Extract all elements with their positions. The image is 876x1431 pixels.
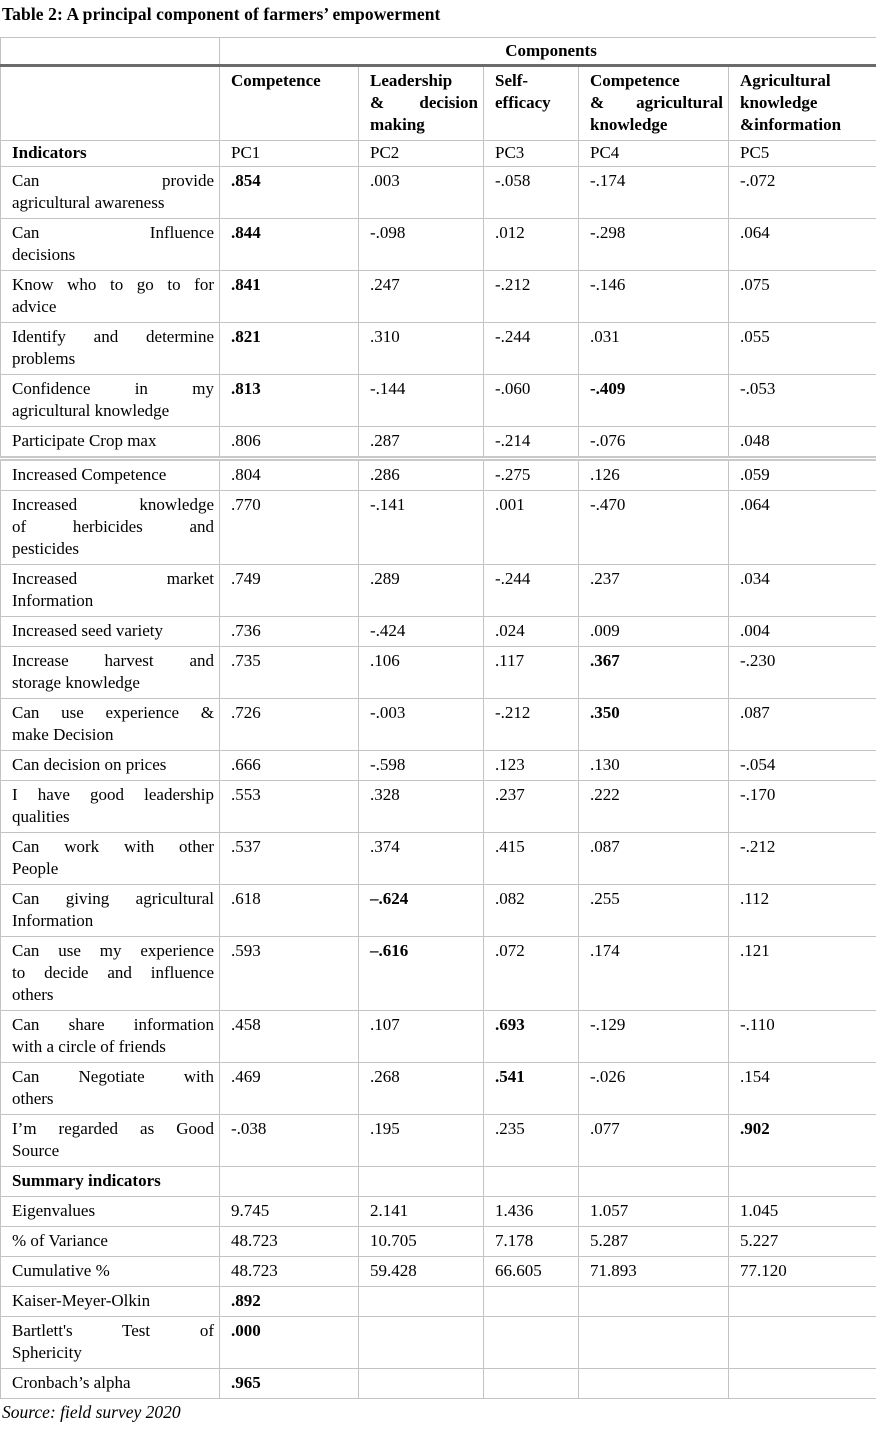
loading-value: .841 — [220, 271, 359, 323]
loading-value: .328 — [359, 781, 484, 833]
loading-value: .174 — [579, 937, 729, 1011]
loading-value — [220, 1167, 359, 1197]
table-row — [1, 219, 876, 271]
loading-value: .130 — [579, 751, 729, 781]
table-row — [1, 1115, 876, 1167]
loading-value: -.054 — [729, 751, 876, 781]
loading-value: .082 — [484, 885, 579, 937]
loading-value: -.174 — [579, 167, 729, 219]
loading-value: .087 — [729, 699, 876, 751]
loading-value: -.003 — [359, 699, 484, 751]
loading-value: .012 — [484, 219, 579, 271]
pc-label: PC1 — [220, 141, 359, 167]
loading-value — [579, 1167, 729, 1197]
loading-value: .055 — [729, 323, 876, 375]
indicator-label: Increased seed variety — [1, 617, 220, 647]
table-row — [1, 271, 876, 323]
loading-value — [729, 1167, 876, 1197]
column-header: Competence — [220, 66, 359, 141]
loading-value: .107 — [359, 1011, 484, 1063]
table-row — [1, 375, 876, 427]
loading-value: .287 — [359, 427, 484, 459]
loading-value: .892 — [220, 1287, 359, 1317]
loading-value: .469 — [220, 1063, 359, 1115]
loading-value: .126 — [579, 459, 729, 491]
loading-value: .593 — [220, 937, 359, 1011]
loading-value — [579, 1287, 729, 1317]
loading-value: .310 — [359, 323, 484, 375]
loading-value: -.244 — [484, 323, 579, 375]
loading-value: .749 — [220, 565, 359, 617]
indicator-label: Confidence in my agricultural knowledge — [1, 375, 220, 427]
loading-value: .804 — [220, 459, 359, 491]
loading-value — [729, 1317, 876, 1369]
loading-value: 1.436 — [484, 1197, 579, 1227]
loading-value: –.616 — [359, 937, 484, 1011]
components-row — [1, 38, 876, 66]
loading-value: -.598 — [359, 751, 484, 781]
loading-value — [729, 1369, 876, 1399]
loading-value: 77.120 — [729, 1257, 876, 1287]
indicator-label: Can provide agricultural awareness — [1, 167, 220, 219]
loading-value: .666 — [220, 751, 359, 781]
loading-value: -.072 — [729, 167, 876, 219]
pc-label: PC5 — [729, 141, 876, 167]
indicator-label: Can decision on prices — [1, 751, 220, 781]
indicator-label: I have good leadership qualities — [1, 781, 220, 833]
loading-value: .806 — [220, 427, 359, 459]
loading-value: -.212 — [484, 699, 579, 751]
loading-value: .286 — [359, 459, 484, 491]
loading-value: .064 — [729, 219, 876, 271]
pc-label: PC4 — [579, 141, 729, 167]
loading-value: -.146 — [579, 271, 729, 323]
loading-value: -.470 — [579, 491, 729, 565]
loading-value: .024 — [484, 617, 579, 647]
indicator-label: I’m regarded as Good Source — [1, 1115, 220, 1167]
loading-value: 9.745 — [220, 1197, 359, 1227]
loading-value: -.144 — [359, 375, 484, 427]
loading-value — [359, 1287, 484, 1317]
loading-value: .553 — [220, 781, 359, 833]
indicator-label: Eigenvalues — [1, 1197, 220, 1227]
table-row — [1, 1011, 876, 1063]
indicator-label: Cumulative % — [1, 1257, 220, 1287]
pca-table — [0, 37, 876, 1399]
column-header: Self- efficacy — [484, 66, 579, 141]
column-header: Leadership & decision making — [359, 66, 484, 141]
table-title: Table 2: A principal component of farmers’ empowerment — [0, 2, 876, 25]
loading-value: -.424 — [359, 617, 484, 647]
loading-value: .854 — [220, 167, 359, 219]
loading-value: .247 — [359, 271, 484, 323]
loading-value: 1.045 — [729, 1197, 876, 1227]
indicator-label: Can Influence decisions — [1, 219, 220, 271]
loading-value — [484, 1287, 579, 1317]
loading-value: -.110 — [729, 1011, 876, 1063]
loading-value: .001 — [484, 491, 579, 565]
indicators-label-cell: Indicators — [1, 141, 220, 167]
loading-value: -.058 — [484, 167, 579, 219]
indicator-label: Summary indicators — [1, 1167, 220, 1197]
loading-value: .077 — [579, 1115, 729, 1167]
loading-value: -.212 — [729, 833, 876, 885]
loading-value — [359, 1317, 484, 1369]
loading-value — [359, 1369, 484, 1399]
loading-value: -.244 — [484, 565, 579, 617]
indicator-label: Increase harvest and storage knowledge — [1, 647, 220, 699]
table-row — [1, 1167, 876, 1197]
loading-value: .268 — [359, 1063, 484, 1115]
loading-value: .121 — [729, 937, 876, 1011]
loading-value: .255 — [579, 885, 729, 937]
table-row — [1, 647, 876, 699]
empty-stub-cell — [1, 38, 220, 66]
loading-value: .458 — [220, 1011, 359, 1063]
table-body — [1, 167, 876, 1399]
column-header: Agricultural knowledge &information — [729, 66, 876, 141]
loading-value: .735 — [220, 647, 359, 699]
loading-value: .726 — [220, 699, 359, 751]
table-row — [1, 1369, 876, 1399]
loading-value: .237 — [484, 781, 579, 833]
indicator-label: Can Negotiate with others — [1, 1063, 220, 1115]
indicator-label: Can share information with a circle of friends — [1, 1011, 220, 1063]
loading-value: -.076 — [579, 427, 729, 459]
loading-value: .289 — [359, 565, 484, 617]
loading-value: .106 — [359, 647, 484, 699]
table-row — [1, 833, 876, 885]
indicator-label: Bartlett's Test of Sphericity — [1, 1317, 220, 1369]
loading-value — [484, 1167, 579, 1197]
loading-value: .059 — [729, 459, 876, 491]
loading-value: 59.428 — [359, 1257, 484, 1287]
indicator-label: Increased knowledge of herbicides and pesticides — [1, 491, 220, 565]
loading-value: -.141 — [359, 491, 484, 565]
empty-stub-cell — [1, 66, 220, 141]
loading-value: .004 — [729, 617, 876, 647]
loading-value: .693 — [484, 1011, 579, 1063]
table-row — [1, 699, 876, 751]
table-row — [1, 1197, 876, 1227]
loading-value: .374 — [359, 833, 484, 885]
indicator-label: Increased Competence — [1, 459, 220, 491]
loading-value: .237 — [579, 565, 729, 617]
loading-value: 10.705 — [359, 1227, 484, 1257]
indicator-label: Can use experience & make Decision — [1, 699, 220, 751]
loading-value: -.409 — [579, 375, 729, 427]
indicator-label: Increased market Information — [1, 565, 220, 617]
loading-value: .112 — [729, 885, 876, 937]
table-row — [1, 937, 876, 1011]
indicator-label: Can giving agricultural Information — [1, 885, 220, 937]
components-header-cell: Components — [220, 38, 876, 66]
loading-value: .902 — [729, 1115, 876, 1167]
loading-value: .821 — [220, 323, 359, 375]
source-note: Source: field survey 2020 — [0, 1399, 876, 1423]
loading-value: .154 — [729, 1063, 876, 1115]
loading-value: -.038 — [220, 1115, 359, 1167]
loading-value: 2.141 — [359, 1197, 484, 1227]
loading-value — [579, 1317, 729, 1369]
loading-value: .367 — [579, 647, 729, 699]
loading-value: 71.893 — [579, 1257, 729, 1287]
indicator-label: Can use my experience to decide and influence others — [1, 937, 220, 1011]
column-header: Competence & agricultural knowledge — [579, 66, 729, 141]
loading-value: -.170 — [729, 781, 876, 833]
loading-value: .195 — [359, 1115, 484, 1167]
pc-labels-row — [1, 141, 876, 167]
pc-label: PC3 — [484, 141, 579, 167]
indicator-label: Know who to go to for advice — [1, 271, 220, 323]
loading-value: .813 — [220, 375, 359, 427]
loading-value — [729, 1287, 876, 1317]
indicator-label: Identify and determine problems — [1, 323, 220, 375]
table-row — [1, 167, 876, 219]
loading-value: -.275 — [484, 459, 579, 491]
pc-label: PC2 — [359, 141, 484, 167]
loading-value: .350 — [579, 699, 729, 751]
table-row — [1, 491, 876, 565]
table-row — [1, 751, 876, 781]
loading-value: .965 — [220, 1369, 359, 1399]
loading-value: -.230 — [729, 647, 876, 699]
loading-value: -.214 — [484, 427, 579, 459]
column-headers-row — [1, 66, 876, 141]
loading-value: 48.723 — [220, 1227, 359, 1257]
loading-value — [484, 1317, 579, 1369]
loading-value: .048 — [729, 427, 876, 459]
loading-value: -.026 — [579, 1063, 729, 1115]
loading-value: 7.178 — [484, 1227, 579, 1257]
loading-value: 66.605 — [484, 1257, 579, 1287]
loading-value — [484, 1369, 579, 1399]
indicator-label: Participate Crop max — [1, 427, 220, 459]
loading-value: .064 — [729, 491, 876, 565]
loading-value: .844 — [220, 219, 359, 271]
loading-value: 1.057 — [579, 1197, 729, 1227]
loading-value: .235 — [484, 1115, 579, 1167]
loading-value: –.624 — [359, 885, 484, 937]
loading-value: .770 — [220, 491, 359, 565]
loading-value: .075 — [729, 271, 876, 323]
loading-value: -.060 — [484, 375, 579, 427]
loading-value: .031 — [579, 323, 729, 375]
table-row — [1, 1227, 876, 1257]
loading-value: 5.227 — [729, 1227, 876, 1257]
table-row — [1, 1257, 876, 1287]
loading-value: 48.723 — [220, 1257, 359, 1287]
loading-value: .736 — [220, 617, 359, 647]
table-row — [1, 427, 876, 459]
loading-value: .009 — [579, 617, 729, 647]
table-row — [1, 885, 876, 937]
table-row — [1, 781, 876, 833]
loading-value: .000 — [220, 1317, 359, 1369]
loading-value: .034 — [729, 565, 876, 617]
table-row — [1, 617, 876, 647]
loading-value: .123 — [484, 751, 579, 781]
indicator-label: Kaiser-Meyer-Olkin — [1, 1287, 220, 1317]
loading-value: .222 — [579, 781, 729, 833]
loading-value: .072 — [484, 937, 579, 1011]
loading-value: .415 — [484, 833, 579, 885]
indicator-label: Can work with other People — [1, 833, 220, 885]
loading-value: -.098 — [359, 219, 484, 271]
table-row — [1, 1317, 876, 1369]
table-row — [1, 323, 876, 375]
table-row — [1, 565, 876, 617]
indicator-label: Cronbach’s alpha — [1, 1369, 220, 1399]
loading-value — [359, 1167, 484, 1197]
loading-value: -.298 — [579, 219, 729, 271]
loading-value: .003 — [359, 167, 484, 219]
loading-value: -.212 — [484, 271, 579, 323]
loading-value: .537 — [220, 833, 359, 885]
table-row — [1, 1287, 876, 1317]
loading-value: .541 — [484, 1063, 579, 1115]
loading-value — [579, 1369, 729, 1399]
loading-value: 5.287 — [579, 1227, 729, 1257]
loading-value: .618 — [220, 885, 359, 937]
table-row — [1, 1063, 876, 1115]
loading-value: -.053 — [729, 375, 876, 427]
loading-value: .117 — [484, 647, 579, 699]
table-row — [1, 459, 876, 491]
indicator-label: % of Variance — [1, 1227, 220, 1257]
loading-value: .087 — [579, 833, 729, 885]
loading-value: -.129 — [579, 1011, 729, 1063]
